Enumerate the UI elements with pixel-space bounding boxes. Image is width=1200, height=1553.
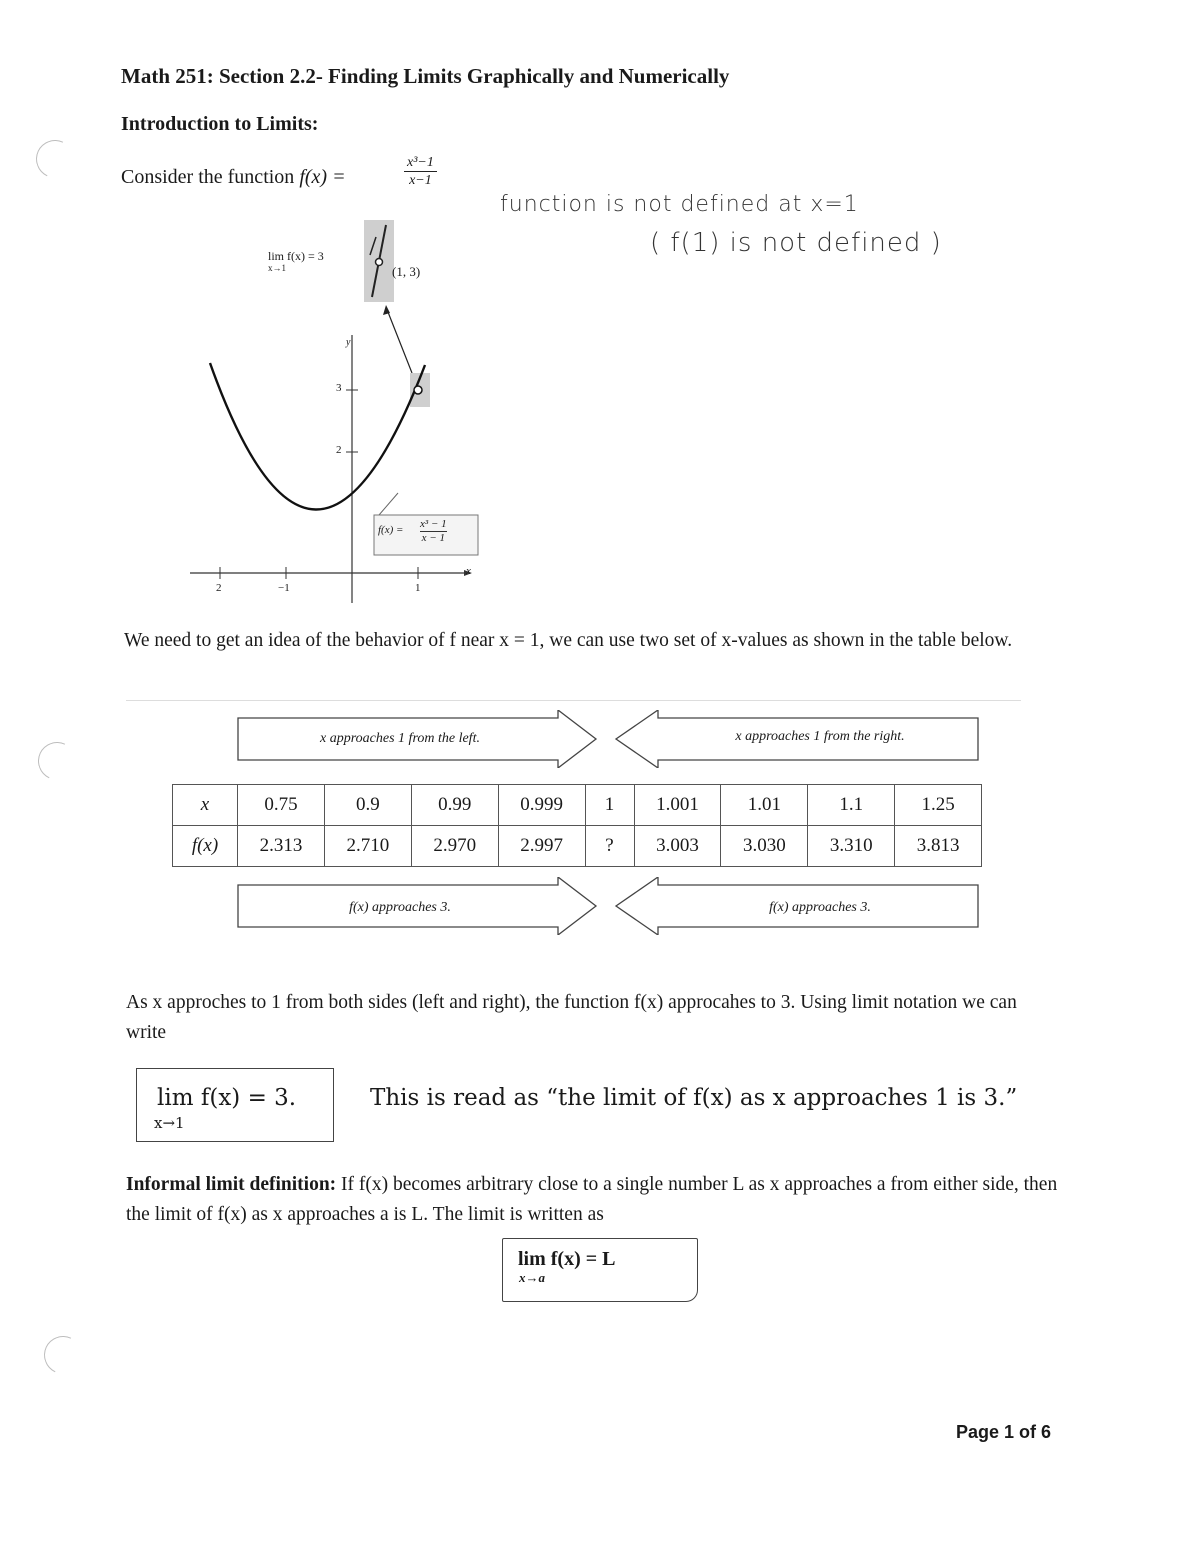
function-fraction <box>404 154 437 189</box>
approach-paragraph: As x approches to 1 from both sides (left and right), the function f(x) approcahes to 3. Using limit notation we can write <box>126 992 1017 1043</box>
hole-point <box>414 386 422 394</box>
definition-expression: lim f(x) = L <box>518 1248 616 1270</box>
binder-hole <box>33 737 82 786</box>
pointer-arrow <box>386 307 412 373</box>
x-tick-neg2: 2 <box>216 582 222 594</box>
table-cell: 1.1 <box>808 785 895 826</box>
table-cell: 2.313 <box>238 826 325 867</box>
function-denominator: x−1 <box>409 173 432 188</box>
handwritten-note-2: ( f(1) is not defined ) <box>650 228 942 258</box>
table-cell: 2.710 <box>324 826 411 867</box>
table-cell: 3.813 <box>895 826 982 867</box>
limit-read-as: This is read as “the limit of f(x) as x approaches 1 is 3.” <box>370 1085 1018 1111</box>
function-intro <box>121 166 346 189</box>
table-cell: 0.75 <box>238 785 325 826</box>
callout-pointer <box>379 493 398 515</box>
table-cell: 0.9 <box>324 785 411 826</box>
definition-subscript: x→a <box>519 1270 545 1285</box>
callout-fraction <box>420 518 447 545</box>
function-numerator: x³−1 <box>404 154 437 172</box>
y-tick-3: 3 <box>336 382 342 394</box>
arrow-left-bottom-label: f(x) approaches 3. <box>349 900 451 915</box>
x-tick-neg1: −1 <box>278 582 290 594</box>
handwritten-note-1: function is not defined at x=1 <box>500 192 859 217</box>
values-table <box>172 784 982 867</box>
callout-lhs: f(x) = <box>378 524 404 536</box>
consider-text: Consider the function <box>121 166 295 188</box>
function-lhs: f(x) = <box>299 166 346 188</box>
table-cell: ? <box>585 826 634 867</box>
arrow-left-top-label: x approaches 1 from the left. <box>320 731 480 746</box>
table-cell: 2.970 <box>411 826 498 867</box>
table-cell: 1.01 <box>721 785 808 826</box>
arrow-right-top-label: x approaches 1 from the right. <box>735 729 905 744</box>
graph-limit-sub: x→1 <box>268 263 286 273</box>
parabola-graph <box>150 215 490 610</box>
table-row-f <box>173 826 982 867</box>
limit-subscript: x→1 <box>154 1114 185 1132</box>
graph-limit-text: lim f(x) = 3 <box>268 249 324 263</box>
table-cell: 1.001 <box>634 785 721 826</box>
y-tick-2: 2 <box>336 444 342 456</box>
parabola-curve <box>210 363 425 510</box>
binder-hole <box>31 135 80 184</box>
table-cell: 1 <box>585 785 634 826</box>
section-heading: Introduction to Limits: <box>121 113 319 135</box>
table-header-f: f(x) <box>173 826 238 867</box>
definition-label: Informal limit definition: <box>126 1174 337 1195</box>
binder-hole <box>39 1331 88 1380</box>
point-label: (1, 3) <box>392 264 421 279</box>
page-number: Page 1 of 6 <box>956 1422 1052 1442</box>
table-cell: 0.99 <box>411 785 498 826</box>
graph-limit-label <box>268 250 324 274</box>
table-cell: 0.999 <box>498 785 585 826</box>
definition-paragraph <box>126 1170 1061 1230</box>
table-cell: 3.003 <box>634 826 721 867</box>
table-cell: 2.997 <box>498 826 585 867</box>
table-cell: 1.25 <box>895 785 982 826</box>
table-header-x: x <box>173 785 238 826</box>
x-tick-1: 1 <box>415 582 421 594</box>
callout-den: x − 1 <box>421 532 445 544</box>
table-cell: 3.310 <box>808 826 895 867</box>
x-axis-label: x <box>466 565 471 577</box>
y-axis-label: y <box>346 337 351 348</box>
arrow-right-bottom-label: f(x) approaches 3. <box>769 900 871 915</box>
scan-line <box>126 700 1021 701</box>
behavior-paragraph: We need to get an idea of the behavior of f near x = 1, we can use two set of x-values as shown in the table below. <box>124 630 1013 651</box>
limit-expression: lim f(x) = 3. <box>157 1085 297 1111</box>
callout-num: x³ − 1 <box>420 518 447 530</box>
table-row-x <box>173 785 982 826</box>
zoom-hole <box>376 259 383 266</box>
definition-text: If f(x) becomes arbitrary close to a single number L as x approaches a from either side, then the limit of f(x) as x approaches a is L. The limit is written as <box>126 1174 1058 1225</box>
table-cell: 3.030 <box>721 826 808 867</box>
page-title: Math 251: Section 2.2- Finding Limits Graphically and Numerically <box>121 64 730 88</box>
